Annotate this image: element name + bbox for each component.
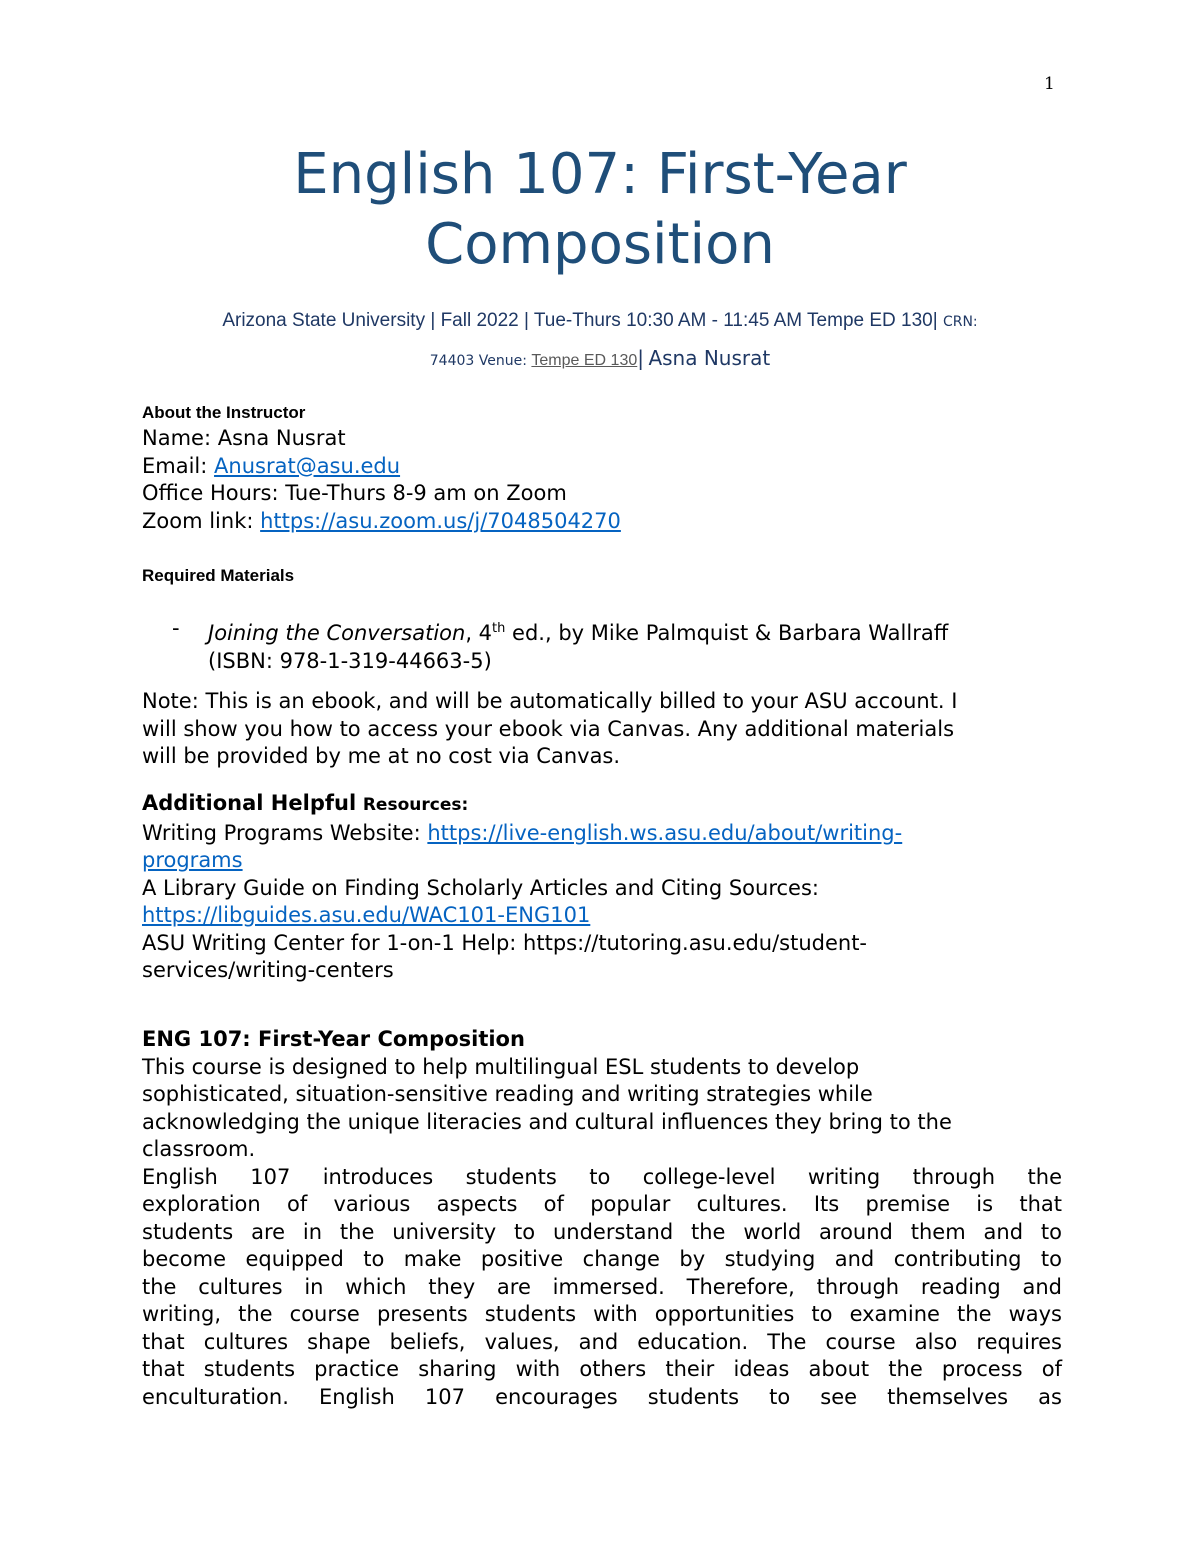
writing-programs-label: Writing Programs Website:: [142, 820, 421, 845]
course-description-line: classroom.: [142, 1137, 256, 1161]
writing-programs-link[interactable]: https://live-english.ws.asu.edu/about/writing-: [427, 820, 903, 845]
venue-label: Venue:: [478, 353, 527, 369]
resources-section: [142, 790, 1062, 985]
course-paragraph-line: exploration of various aspects of popular cultures. Its premise is that: [142, 1192, 1062, 1216]
course-paragraph-line: become equipped to make positive change by studying and contributing to: [142, 1247, 1062, 1271]
course-info-line-2: [0, 346, 1200, 370]
venue-link[interactable]: Tempe ED 130: [531, 352, 638, 369]
book-citation: [208, 615, 1062, 675]
note-line-2: will show you how to access your ebook via Canvas. Any additional materials: [142, 716, 955, 741]
writing-center-line-1: ASU Writing Center for 1-on-1 Help: https://tutoring.asu.edu/student-: [142, 930, 868, 955]
course-paragraph-line: that students practice sharing with others their ideas about the process of: [142, 1357, 1062, 1381]
book-isbn: (ISBN: 978-1-319-44663-5): [208, 648, 492, 673]
library-guide-label: A Library Guide on Finding Scholarly Articles and Citing Sources:: [142, 875, 819, 900]
page-number: 1: [1044, 74, 1055, 94]
writing-center-line-2: services/writing-centers: [142, 958, 394, 982]
crn-label: CRN:: [942, 314, 978, 330]
zoom-link[interactable]: https://asu.zoom.us/j/7048504270: [260, 508, 621, 533]
course-paragraph-line: that cultures shape beliefs, values, and education. The course also requires: [142, 1329, 1062, 1354]
course-paragraph-line: writing, the course presents students with opportunities to examine the ways: [142, 1302, 1062, 1326]
course-info-line: [0, 310, 1200, 332]
crn-value: 74403: [429, 353, 475, 369]
course-description-line: acknowledging the unique literacies and cultural influences they bring to the: [142, 1109, 952, 1134]
course-section: [142, 1026, 1062, 1411]
email-line: [142, 453, 1062, 481]
materials-heading-block: [142, 566, 1062, 586]
book-edition-suffix: th: [492, 621, 506, 636]
course-paragraph-line: English 107 introduces students to college-level writing through the: [142, 1164, 1062, 1189]
about-heading: About the Instructor: [142, 403, 306, 422]
instructor-name: Asna Nusrat: [648, 346, 771, 370]
library-guide-link[interactable]: https://libguides.asu.edu/WAC101-ENG101: [142, 903, 591, 927]
resources-heading: [142, 790, 1062, 820]
course-paragraph: [142, 1164, 1062, 1412]
resources-heading-bold: Additional Helpful: [142, 791, 357, 815]
course-paragraph-line: enculturation. English 107 encourages students to see themselves as: [142, 1384, 1062, 1409]
title-line-1: English 107: First-Year: [293, 142, 907, 207]
book-title: Joining the Conversation: [208, 621, 466, 645]
instructor-name-line: Name: Asna Nusrat: [142, 426, 346, 450]
course-info-text: Arizona State University | Fall 2022 | Tue-Thurs 10:30 AM - 11:45 AM Tempe ED 130|: [222, 310, 938, 331]
course-heading: ENG 107: First-Year Composition: [142, 1027, 525, 1051]
resources-heading-small: Resources:: [362, 795, 469, 815]
about-section: [142, 401, 1062, 535]
course-paragraph-line: the cultures in which they are immersed. Therefore, through reading and: [142, 1274, 1062, 1299]
materials-heading: Required Materials: [142, 566, 295, 585]
library-guide-line: [142, 902, 1062, 930]
course-description: [142, 1054, 1062, 1164]
writing-programs-line: [142, 820, 1062, 848]
separator: |: [637, 346, 644, 370]
writing-programs-link-cont[interactable]: programs: [142, 848, 243, 872]
email-label: Email:: [142, 453, 208, 478]
book-line-1: [208, 615, 1062, 648]
book-authors: ed., by Mike Palmquist & Barbara Wallraff: [505, 621, 949, 645]
book-edition: , 4: [465, 621, 493, 645]
course-description-line: sophisticated, situation-sensitive reading and writing strategies while: [142, 1082, 873, 1106]
document-title: [0, 140, 1200, 280]
note-line-1: Note: This is an ebook, and will be automatically billed to your ASU account. I: [142, 689, 958, 713]
list-bullet: -: [172, 616, 180, 640]
course-description-line: This course is designed to help multilingual ESL students to develop: [142, 1054, 860, 1079]
writing-programs-line-2: [142, 847, 1062, 875]
office-hours-line: Office Hours: Tue-Thurs 8-9 am on Zoom: [142, 481, 567, 505]
title-line-2: Composition: [425, 212, 775, 277]
note-line-3: will be provided by me at no cost via Canvas.: [142, 744, 621, 768]
course-paragraph-line: students are in the university to understand the world around them and to: [142, 1219, 1062, 1244]
email-link[interactable]: Anusrat@asu.edu: [214, 453, 401, 478]
materials-note: [142, 688, 1062, 771]
zoom-line: [142, 508, 1062, 536]
zoom-label: Zoom link:: [142, 508, 254, 533]
